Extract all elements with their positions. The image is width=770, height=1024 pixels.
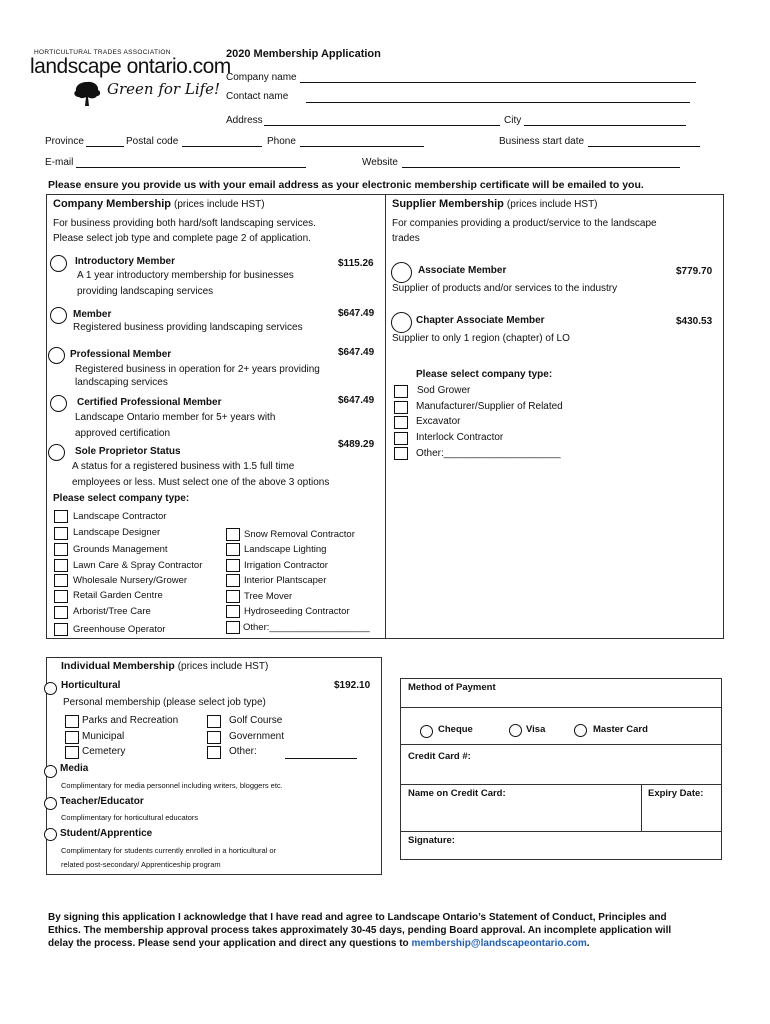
tagline: Green for Life! xyxy=(107,80,221,98)
student-desc-1: Complimentary for students currently enrolled in a horticultural or xyxy=(61,846,277,855)
visa-radio[interactable] xyxy=(509,724,522,737)
business-start-label: Business start date xyxy=(499,136,585,147)
footer-line-3-end: . xyxy=(586,938,590,949)
business-start-input[interactable] xyxy=(588,146,700,147)
company-desc-2: Please select job type and complete page 2 of application. xyxy=(53,233,311,244)
brand-logo: landscape ontario.com xyxy=(30,55,231,78)
type-label: Grounds Management xyxy=(73,544,168,555)
introductory-member-desc-1: A 1 year introductory membership for businesses xyxy=(77,270,294,281)
job-type-checkbox[interactable] xyxy=(207,731,221,744)
media-label: Media xyxy=(60,763,89,774)
company-name-label: Company name xyxy=(226,72,297,83)
individual-membership-heading xyxy=(61,660,268,672)
job-type-checkbox[interactable] xyxy=(65,731,79,744)
supplier-membership-heading xyxy=(392,198,598,210)
certified-professional-label: Certified Professional Member xyxy=(77,397,222,408)
job-type-checkbox[interactable] xyxy=(65,746,79,759)
type-label: Retail Garden Centre xyxy=(73,590,163,601)
supplier-type-label: Sod Grower xyxy=(417,385,471,396)
professional-member-desc-2: landscaping services xyxy=(75,377,168,388)
signature-label: Signature: xyxy=(408,835,455,846)
company-desc-1: For business providing both hard/soft landscaping services. xyxy=(53,218,316,229)
associate-member-label: Associate Member xyxy=(418,265,507,276)
horticultural-price: $192.10 xyxy=(334,680,371,691)
cheque-radio[interactable] xyxy=(420,725,433,738)
phone-input[interactable] xyxy=(300,146,424,147)
company-membership-title: Company Membership xyxy=(53,198,171,210)
teacher-desc: Complimentary for horticultural educators xyxy=(61,813,199,822)
email-notice: Please ensure you provide us with your email address as your electronic membership certificate will be emailed to you. xyxy=(48,179,644,191)
payment-divider xyxy=(401,744,721,745)
professional-member-price: $647.49 xyxy=(338,347,375,358)
province-label: Province xyxy=(45,136,84,147)
type-checkbox[interactable] xyxy=(226,605,240,618)
website-input[interactable] xyxy=(402,167,680,168)
type-label: Arborist/Tree Care xyxy=(73,606,151,617)
certified-professional-desc-1: Landscape Ontario member for 5+ years with xyxy=(75,412,276,423)
payment-box xyxy=(400,678,722,860)
type-checkbox[interactable] xyxy=(54,574,68,587)
sole-proprietor-label: Sole Proprietor Status xyxy=(75,446,181,457)
type-label: Other:___________________ xyxy=(243,622,370,633)
type-label: Snow Removal Contractor xyxy=(244,529,355,540)
city-label: City xyxy=(504,115,522,126)
sole-proprietor-desc-1: A status for a registered business with 1.5 full time xyxy=(72,461,295,472)
job-type-label: Government xyxy=(229,731,285,742)
certified-professional-desc-2: approved certification xyxy=(75,428,171,439)
supplier-membership-note: (prices include HST) xyxy=(506,199,598,210)
type-checkbox[interactable] xyxy=(54,623,68,636)
member-desc: Registered business providing landscaping services xyxy=(73,322,303,333)
supplier-desc-1: For companies providing a product/service to the landscape xyxy=(392,218,657,229)
company-name-input[interactable] xyxy=(300,82,696,83)
email-label: E-mail xyxy=(45,157,74,168)
horticultural-radio[interactable] xyxy=(44,682,57,695)
type-label: Greenhouse Operator xyxy=(73,624,166,635)
address-input[interactable] xyxy=(264,125,500,126)
supplier-type-heading: Please select company type: xyxy=(416,369,553,380)
city-input[interactable] xyxy=(524,125,686,126)
company-membership-heading xyxy=(53,198,265,210)
job-type-checkbox[interactable] xyxy=(65,715,79,728)
company-type-heading: Please select company type: xyxy=(53,493,190,504)
supplier-type-checkbox[interactable] xyxy=(394,447,408,460)
name-on-card-label: Name on Credit Card: xyxy=(408,788,506,799)
student-label: Student/Apprentice xyxy=(60,828,153,839)
professional-member-desc-1: Registered business in operation for 2+ years providing xyxy=(75,364,320,375)
sole-proprietor-desc-2: employees or less. Must select one of the above 3 options xyxy=(72,477,330,488)
job-type-label: Municipal xyxy=(82,731,125,742)
job-type-checkbox[interactable] xyxy=(207,746,221,759)
type-label: Landscape Designer xyxy=(73,527,161,538)
member-radio[interactable] xyxy=(50,307,67,324)
supplier-desc-2: trades xyxy=(392,233,420,244)
type-checkbox[interactable] xyxy=(54,559,68,572)
company-membership-note: (prices include HST) xyxy=(174,199,265,210)
supplier-type-checkbox[interactable] xyxy=(394,385,408,398)
province-input[interactable] xyxy=(86,146,124,147)
introductory-member-price: $115.26 xyxy=(338,258,374,269)
professional-member-radio[interactable] xyxy=(48,347,65,364)
page-title: 2020 Membership Application xyxy=(226,48,381,60)
certified-professional-radio[interactable] xyxy=(50,395,67,412)
job-type-label: Parks and Recreation xyxy=(82,715,179,726)
expiry-label: Expiry Date: xyxy=(648,788,704,799)
horticultural-label: Horticultural xyxy=(61,680,121,691)
type-label: Landscape Contractor xyxy=(73,511,167,522)
type-checkbox[interactable] xyxy=(226,559,240,572)
payment-divider xyxy=(401,784,721,785)
introductory-member-desc-2: providing landscaping services xyxy=(77,286,214,297)
student-desc-2: related post-secondary/ Apprenticeship program xyxy=(61,860,221,869)
type-checkbox[interactable] xyxy=(54,510,68,523)
supplier-type-checkbox[interactable] xyxy=(394,432,408,445)
type-label: Landscape Lighting xyxy=(244,544,327,555)
associate-member-radio[interactable] xyxy=(391,262,412,283)
type-checkbox[interactable] xyxy=(54,543,68,556)
certified-professional-price: $647.49 xyxy=(338,395,375,406)
visa-label: Visa xyxy=(526,724,546,735)
member-label: Member xyxy=(73,309,112,320)
supplier-type-checkbox[interactable] xyxy=(394,416,408,429)
job-type-other-input[interactable] xyxy=(285,758,357,759)
type-checkbox[interactable] xyxy=(226,621,240,634)
type-label: Lawn Care & Spray Contractor xyxy=(73,560,203,571)
footer-line-1: By signing this application I acknowledge that I have read and agree to Landscape Ontario’s Statement of Conduct, Principles and xyxy=(48,912,667,923)
chapter-associate-label: Chapter Associate Member xyxy=(416,315,545,326)
address-label: Address xyxy=(226,115,263,126)
chapter-associate-price: $430.53 xyxy=(676,316,713,327)
personal-membership-label: Personal membership (please select job type) xyxy=(63,697,266,708)
chapter-associate-radio[interactable] xyxy=(391,312,412,333)
contact-name-label: Contact name xyxy=(226,91,289,102)
payment-method-title: Method of Payment xyxy=(408,682,496,693)
type-checkbox[interactable] xyxy=(226,543,240,556)
associate-member-desc: Supplier of products and/or services to the industry xyxy=(392,283,618,294)
job-type-label: Cemetery xyxy=(82,746,126,757)
contact-name-input[interactable] xyxy=(306,102,690,103)
supplier-type-label: Interlock Contractor xyxy=(416,432,504,443)
associate-member-price: $779.70 xyxy=(676,266,713,277)
introductory-member-radio[interactable] xyxy=(50,255,67,272)
sole-proprietor-radio[interactable] xyxy=(48,444,65,461)
media-radio[interactable] xyxy=(44,765,57,778)
supplier-type-checkbox[interactable] xyxy=(394,401,408,414)
payment-divider xyxy=(401,707,721,708)
individual-membership-title: Individual Membership xyxy=(61,660,175,672)
footer-line-2: Ethics. The membership approval process takes approximately 30-45 days, pending Board approval. An incomplete application will xyxy=(48,925,672,936)
type-label: Hydroseeding Contractor xyxy=(244,606,350,617)
type-checkbox[interactable] xyxy=(54,590,68,603)
type-checkbox[interactable] xyxy=(226,590,240,603)
type-checkbox[interactable] xyxy=(226,528,240,541)
membership-email-link[interactable]: membership@landscapeontario.com xyxy=(411,938,587,949)
job-type-label: Other: xyxy=(229,746,257,757)
job-type-checkbox[interactable] xyxy=(207,715,221,728)
student-radio[interactable] xyxy=(44,828,57,841)
type-checkbox[interactable] xyxy=(226,574,240,587)
type-label: Wholesale Nursery/Grower xyxy=(73,575,188,586)
footer-line-3-text: delay the process. Please send your application and direct any questions to xyxy=(48,938,412,949)
type-label: Interior Plantscaper xyxy=(244,575,327,586)
member-price: $647.49 xyxy=(338,308,375,319)
teacher-radio[interactable] xyxy=(44,797,57,810)
job-type-label: Golf Course xyxy=(229,715,283,726)
mastercard-label: Master Card xyxy=(593,724,648,735)
type-checkbox[interactable] xyxy=(54,606,68,619)
phone-label: Phone xyxy=(267,136,296,147)
payment-divider xyxy=(641,784,642,831)
footer-line-3 xyxy=(48,938,738,949)
association-label: HORTICULTURAL TRADES ASSOCIATION xyxy=(34,49,171,56)
type-checkbox[interactable] xyxy=(54,527,68,540)
supplier-type-label: Manufacturer/Supplier of Related xyxy=(416,401,563,412)
column-divider xyxy=(385,194,386,638)
supplier-membership-title: Supplier Membership xyxy=(392,198,504,210)
email-input[interactable] xyxy=(76,167,306,168)
tree-icon xyxy=(70,79,104,107)
professional-member-label: Professional Member xyxy=(70,349,172,360)
card-number-label: Credit Card #: xyxy=(408,751,471,762)
website-label: Website xyxy=(362,157,398,168)
supplier-type-label: Excavator xyxy=(416,416,461,427)
individual-membership-note: (prices include HST) xyxy=(177,661,269,672)
payment-divider xyxy=(401,831,721,832)
introductory-member-label: Introductory Member xyxy=(75,256,176,267)
supplier-type-label: Other:_____________________ xyxy=(416,448,561,459)
mastercard-radio[interactable] xyxy=(574,724,587,737)
media-desc: Complimentary for media personnel including writers, bloggers etc. xyxy=(61,781,283,790)
type-label: Irrigation Contractor xyxy=(244,560,328,571)
sole-proprietor-price: $489.29 xyxy=(338,439,375,450)
type-label: Tree Mover xyxy=(244,591,293,602)
chapter-associate-desc: Supplier to only 1 region (chapter) of LO xyxy=(392,333,570,344)
cheque-label: Cheque xyxy=(438,724,473,735)
teacher-label: Teacher/Educator xyxy=(60,796,144,807)
postal-code-input[interactable] xyxy=(182,146,262,147)
postal-code-label: Postal code xyxy=(126,136,179,147)
